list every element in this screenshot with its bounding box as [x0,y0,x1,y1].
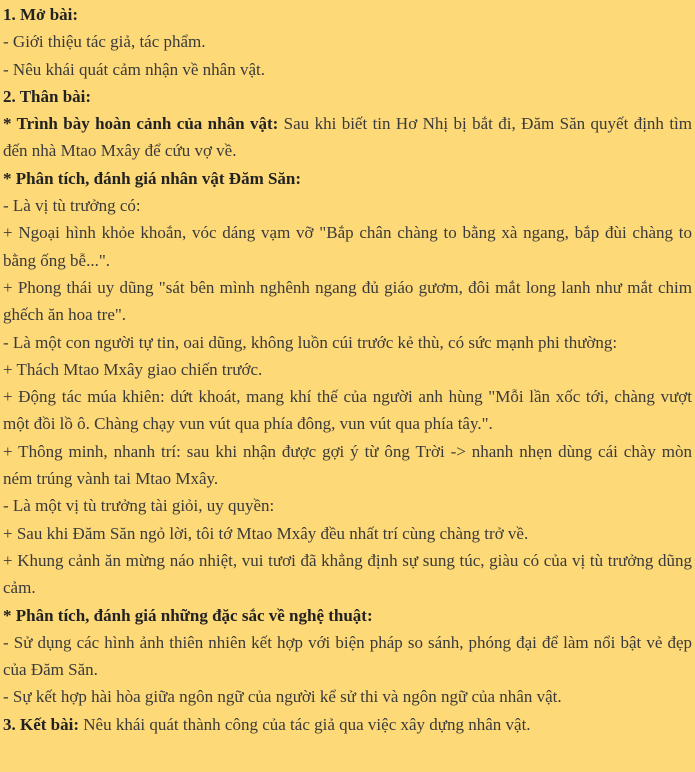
text-ket-bai: Nêu khái quát thành công của tác giả qua việc xây dựng nhân vật. [79,714,531,734]
list-item: + Động tác múa khiên: dứt khoát, mang khí thế của người anh hùng "Mỗi lần xốc tới, chàng vượt một đồi lồ ô. Chàng chạy vun vút qua phía đông, vun vút qua phía tây.". [3,387,692,434]
list-item: - Là một con người tự tin, oai dũng, không luồn cúi trước kẻ thù, có sức mạnh phi thường: [3,332,618,352]
heading-nghe-thuat: * Phân tích, đánh giá những đặc sắc về nghệ thuật: [3,605,373,625]
paragraph-hoan-canh [3,110,692,165]
heading-mo-bai: 1. Mở bài: [3,5,79,24]
list-item: - Nêu khái quát cảm nhận về nhân vật. [3,59,265,79]
list-item: - Giới thiệu tác giả, tác phẩm. [3,32,206,52]
text-hoan-canh: Sau khi biết tin Hơ Nhị bị bắt đi, Đăm Săn quyết định tìm đến nhà Mtao Mxây để cứu vợ về. [3,114,692,161]
list-item: - Là một vị tù trưởng tài giỏi, uy quyền: [3,496,275,516]
label-hoan-canh: * Trình bày hoàn cảnh của nhân vật: [3,114,279,134]
heading-ket-bai: 3. Kết bài: [3,714,80,734]
heading-than-bai: 2. Thân bài: [3,86,92,106]
list-item: + Sau khi Đăm Săn ngỏ lời, tôi tớ Mtao Mxây đều nhất trí cùng chàng trở về. [3,523,529,543]
paragraph-ket-bai [3,711,692,738]
list-item: - Là vị tù trưởng có: [3,196,141,216]
list-item: + Thách Mtao Mxây giao chiến trước. [3,359,263,379]
heading-phan-tich-nhan-vat: * Phân tích, đánh giá nhân vật Đăm Săn: [3,168,302,188]
list-item: - Sử dụng các hình ảnh thiên nhiên kết hợp với biện pháp so sánh, phóng đại để làm nổi bật vẻ đẹp của Đăm Săn. [3,632,692,680]
list-item: + Ngoại hình khỏe khoắn, vóc dáng vạm vỡ "Bắp chân chàng to bằng xà ngang, bắp đùi chàng to bằng ống bễ...". [3,223,692,270]
list-item: - Sự kết hợp hài hòa giữa ngôn ngữ của người kể sử thi và ngôn ngữ của nhân vật. [3,687,562,707]
list-item: + Phong thái uy dũng "sát bên mình nghênh ngang đủ giáo gươm, đôi mắt long lanh như mắt chim ghếch ăn hoa tre". [3,277,692,325]
list-item: + Thông minh, nhanh trí: sau khi nhận được gợi ý từ ông Trời -> nhanh nhẹn dùng cái chày mòn ném trúng vành tai Mtao Mxây. [3,441,692,489]
list-item: + Khung cảnh ăn mừng náo nhiệt, vui tươi đã khẳng định sự sung túc, giàu có của vị tù trưởng dũng cảm. [3,550,692,598]
